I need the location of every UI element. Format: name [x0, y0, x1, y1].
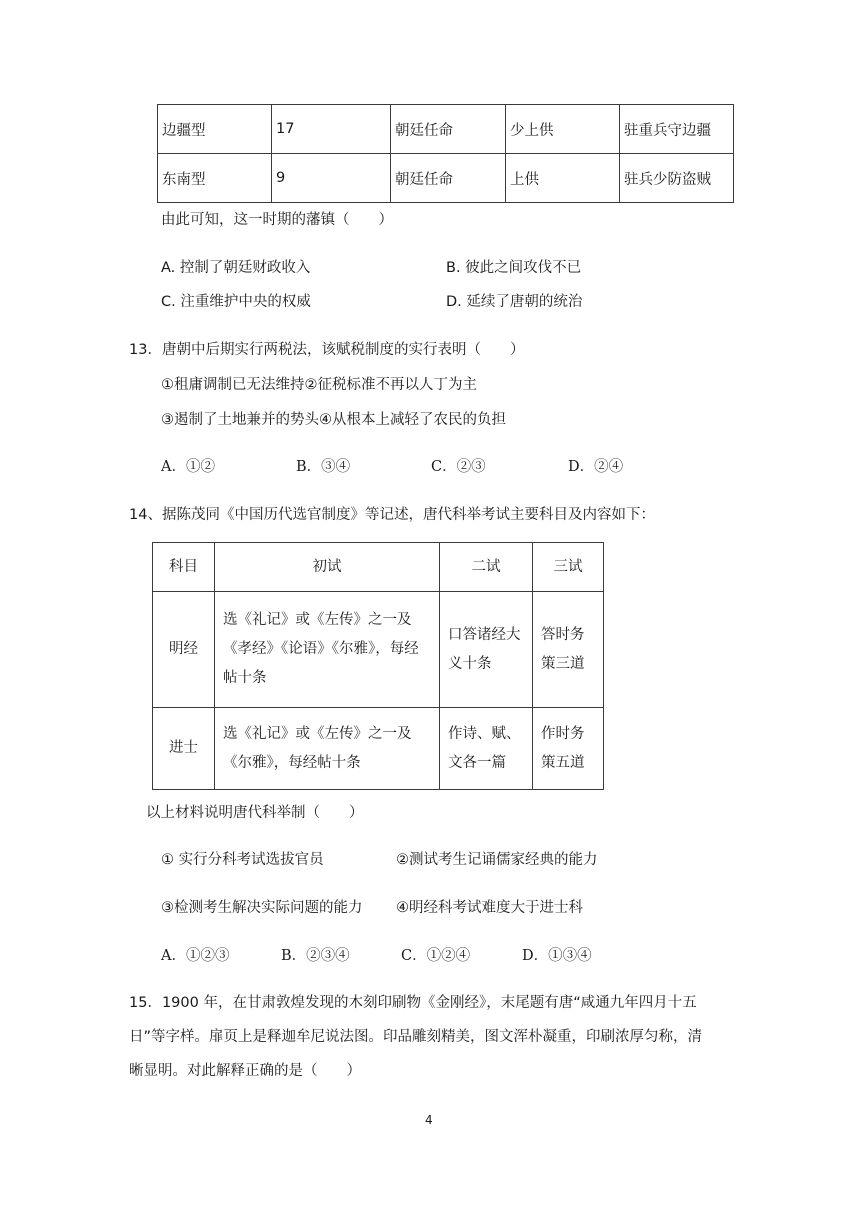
- question-14-stem: 14、据陈茂同《中国历代选官制度》等记述，唐代科举考试主要科目及内容如下：: [129, 507, 655, 523]
- option-d: D. 延续了唐朝的统治: [446, 294, 583, 310]
- cell-text: 作诗、赋、文各一篇: [448, 725, 521, 771]
- question-15-line: 日”等字样。扉页上是释迦牟尼说法图。印品雕刻精美，图文浑朴凝重，印刷浓厚匀称，清: [129, 1029, 703, 1045]
- table-cell: 明经: [153, 592, 215, 708]
- table-cell: [440, 708, 533, 790]
- table-cell: 朝廷任命: [391, 105, 506, 154]
- fanzhen-table: [157, 104, 734, 203]
- statement: ① 实行分科考试选拔官员: [161, 852, 324, 868]
- option-c: C．①②④: [401, 948, 471, 964]
- table-header-row: [153, 543, 604, 592]
- question-stem: 由此可知，这一时期的藩镇（ ）: [161, 212, 393, 228]
- table-row: [158, 154, 734, 203]
- table-cell: 进士: [153, 708, 215, 790]
- table-cell: 东南型: [158, 154, 272, 203]
- question-15-line: 晰显明。对此解释正确的是（ ）: [129, 1063, 361, 1079]
- option-c: C．②③: [431, 459, 486, 475]
- table-cell: 边疆型: [158, 105, 272, 154]
- question-13-stem: 13．唐朝中后期实行两税法，该赋税制度的实行表明（ ）: [129, 342, 525, 358]
- question-15-line: 15．1900 年，在甘肃敦煌发现的木刻印刷物《金刚经》，末尾题有唐“咸通九年四月十五: [129, 995, 697, 1011]
- cell-text: 答时务策三道: [541, 626, 585, 672]
- option-a: A. 控制了朝廷财政收入: [161, 260, 311, 276]
- statement: ②测试考生记诵儒家经典的能力: [396, 852, 598, 868]
- statement-line: ①租庸调制已无法维持②征税标准不再以人丁为主: [161, 377, 477, 393]
- cell-text: 作时务策五道: [541, 725, 585, 771]
- option-b: B．②③④: [281, 948, 350, 964]
- table-cell: [440, 592, 533, 708]
- table-cell: 驻兵少防盗贼: [620, 154, 734, 203]
- table-header-cell: 初试: [215, 543, 440, 592]
- table-header-cell: 三试: [533, 543, 604, 592]
- table-cell: [533, 592, 604, 708]
- cell-text: 口答诸经大义十条: [448, 626, 521, 672]
- cell-text: 选《礼记》或《左传》之一及《孝经》《论语》《尔雅》，每经帖十条: [223, 612, 419, 686]
- statement: ④明经科考试难度大于进士科: [396, 900, 583, 916]
- keju-table: [152, 542, 604, 790]
- option-c: C. 注重维护中央的权威: [161, 294, 311, 310]
- option-a: A．①②: [161, 459, 215, 475]
- option-d: D．②④: [568, 459, 624, 475]
- table-cell: [215, 592, 440, 708]
- option-a: A．①②③: [161, 948, 230, 964]
- statement: ③检测考生解决实际问题的能力: [161, 900, 363, 916]
- table-cell: 9: [272, 154, 391, 203]
- table-cell: [533, 708, 604, 790]
- table-cell: 上供: [506, 154, 620, 203]
- table-cell: 驻重兵守边疆: [620, 105, 734, 154]
- table-cell: 朝廷任命: [391, 154, 506, 203]
- page-number: 4: [425, 1113, 433, 1127]
- table-header-cell: 二试: [440, 543, 533, 592]
- table-header-cell: 科目: [153, 543, 215, 592]
- table-cell: 少上供: [506, 105, 620, 154]
- cell-text: 选《礼记》或《左传》之一及《尔雅》，每经帖十条: [223, 725, 412, 771]
- statement-line: ③遏制了土地兼并的势头④从根本上减轻了农民的负担: [161, 412, 506, 428]
- option-b: B．③④: [296, 459, 351, 475]
- question-prompt: 以上材料说明唐代科举制（ ）: [146, 805, 364, 821]
- option-d: D．①③④: [522, 948, 592, 964]
- table-row: [153, 708, 604, 790]
- table-cell: [215, 708, 440, 790]
- table-row: [158, 105, 734, 154]
- option-b: B. 彼此之间攻伐不已: [446, 260, 582, 276]
- table-cell: 17: [272, 105, 391, 154]
- table-row: [153, 592, 604, 708]
